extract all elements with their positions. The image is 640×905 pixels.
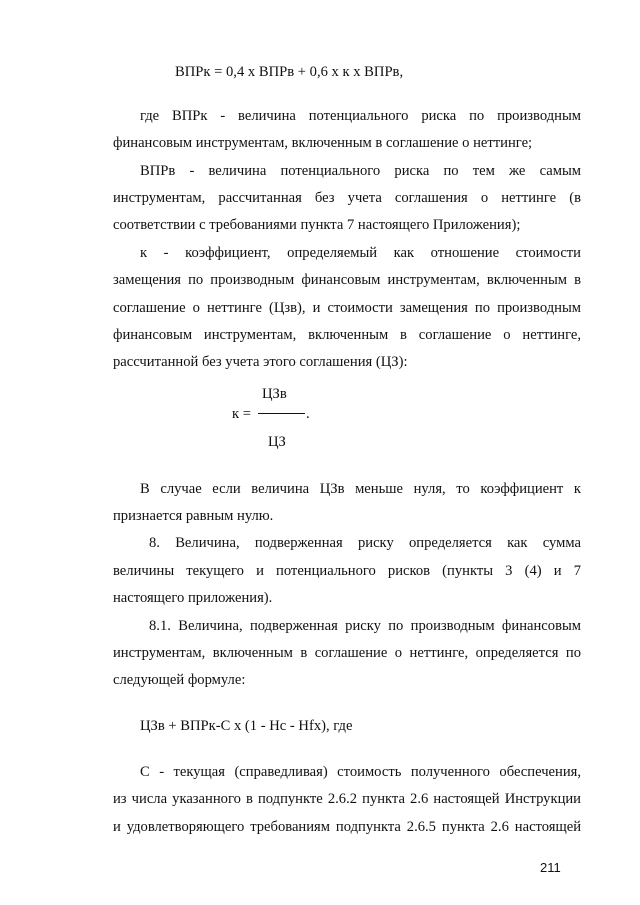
paragraph-line: финансовым инструментам, включенным в соглашение о неттинге, bbox=[113, 327, 581, 343]
paragraph-line: ВПРв - величина потенциального риска по тем же самым bbox=[140, 163, 581, 179]
paragraph-line: к - коэффициент, определяемый как отношение стоимости bbox=[140, 245, 581, 261]
paragraph-line: соответствии с требованиями пункта 7 настоящего Приложения); bbox=[113, 217, 521, 233]
paragraph-line: из числа указанного в подпункте 2.6.2 пункта 2.6 настоящей Инструкции bbox=[113, 791, 581, 807]
paragraph-line: инструментам, рассчитанная без учета соглашения о неттинге (в bbox=[113, 190, 581, 206]
fraction-numerator: ЦЗв bbox=[262, 386, 287, 402]
formula-vprk: ВПРк = 0,4 х ВПРв + 0,6 х к х ВПРв, bbox=[175, 64, 404, 80]
paragraph-line: В случае если величина ЦЗв меньше нуля, то коэффициент к bbox=[140, 481, 581, 497]
fraction-bar bbox=[258, 413, 305, 414]
page-number: 211 bbox=[540, 860, 561, 875]
paragraph-line: С - текущая (справедливая) стоимость полученного обеспечения, bbox=[140, 764, 581, 780]
fraction-prefix: к = bbox=[232, 406, 251, 422]
fraction-denominator: ЦЗ bbox=[268, 434, 286, 450]
paragraph-line: признается равным нулю. bbox=[113, 508, 274, 524]
paragraph-line: замещения по производным финансовым инструментам, включенным в bbox=[113, 272, 581, 288]
paragraph-line: 8. Величина, подверженная риску определяется как сумма bbox=[149, 535, 581, 551]
paragraph-line: где ВПРк - величина потенциального риска по производным bbox=[140, 108, 581, 124]
paragraph-line: 8.1. Величина, подверженная риску по производным финансовым bbox=[149, 618, 581, 634]
paragraph-line: величины текущего и потенциального рисков (пункты 3 (4) и 7 bbox=[113, 563, 581, 579]
formula-exposure: ЦЗв + ВПРк-С х (1 - Нс - Нfx), где bbox=[140, 718, 353, 734]
paragraph-line: настоящего приложения). bbox=[113, 590, 273, 606]
paragraph-line: следующей формуле: bbox=[113, 672, 246, 688]
paragraph-line: и удовлетворяющего требованиям подпункта 2.6.5 пункта 2.6 настоящей bbox=[113, 819, 581, 835]
paragraph-line: рассчитанной без учета этого соглашения (ЦЗ): bbox=[113, 354, 408, 370]
paragraph-line: финансовым инструментам, включенным в соглашение о неттинге; bbox=[113, 135, 533, 151]
paragraph-line: соглашение о неттинге (Цзв), и стоимости замещения по производным bbox=[113, 300, 581, 316]
paragraph-line: инструментам, включенным в соглашение о неттинге, определяется по bbox=[113, 645, 581, 661]
fraction-suffix: . bbox=[306, 406, 310, 422]
